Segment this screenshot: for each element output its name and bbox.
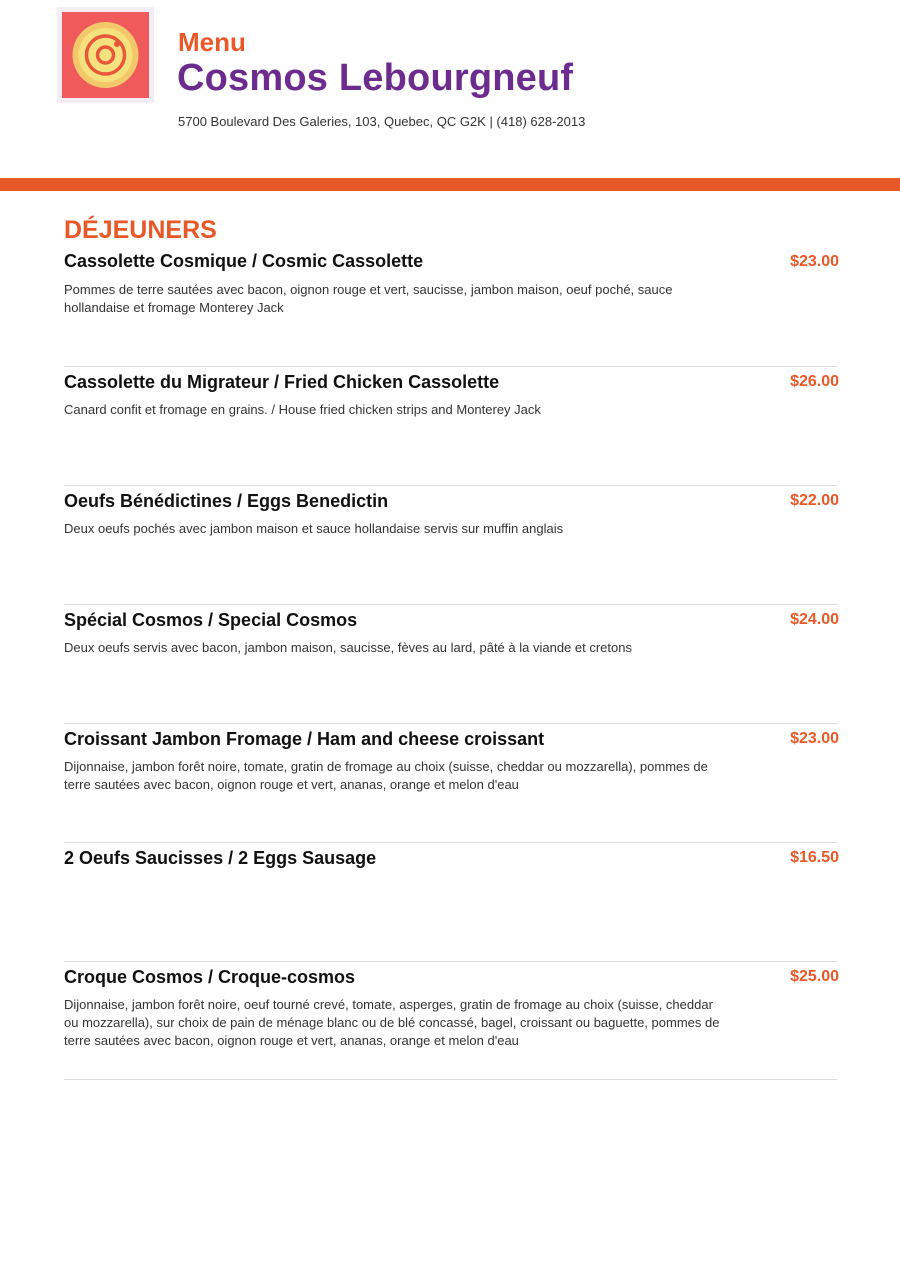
cosmos-logo-icon <box>62 12 149 98</box>
menu-item <box>64 961 837 1080</box>
menu-header <box>0 0 900 178</box>
menu-item-name: Croissant Jambon Fromage / Ham and cheese croissant <box>64 729 545 749</box>
menu-item-price: $22.00 <box>790 492 839 509</box>
menu-item-name: 2 Oeufs Saucisses / 2 Eggs Sausage <box>64 848 377 868</box>
menu-item-name: Croque Cosmos / Croque-cosmos <box>64 967 356 987</box>
menu-item <box>64 247 837 366</box>
menu-item-name: Oeufs Bénédictines / Eggs Benedictin <box>64 491 389 511</box>
menu-item-description: Deux oeufs pochés avec jambon maison et sauce hollandaise servis sur muffin anglais <box>64 521 564 536</box>
header-divider-bar <box>0 178 900 191</box>
restaurant-logo <box>57 7 154 103</box>
menu-item-description: Deux oeufs servis avec bacon, jambon maison, saucisse, fèves au lard, pâté à la viande et cretons <box>64 640 632 655</box>
menu-item-name: Cassolette du Migrateur / Fried Chicken Cassolette <box>64 372 500 392</box>
menu-item <box>64 366 837 485</box>
section-title: DÉJEUNERS <box>64 216 217 244</box>
menu-item <box>64 485 837 604</box>
menu-item <box>64 723 837 842</box>
menu-item-description: Dijonnaise, jambon forêt noire, tomate, gratin de fromage au choix (suisse, cheddar ou mozzarella), pommes de terre sautées avec bacon, oignon rouge et vert, ananas, orange et melon d'eau <box>64 759 708 792</box>
menu-item-price: $23.00 <box>790 253 839 270</box>
restaurant-name: Cosmos Lebourgneuf <box>177 57 574 99</box>
menu-item <box>64 604 837 723</box>
menu-item-description: Pommes de terre sautées avec bacon, oignon rouge et vert, saucisse, jambon maison, oeuf poché, sauce hollandaise et fromage Monterey Jack <box>64 282 673 315</box>
menu-item <box>64 842 837 961</box>
menu-item-description: Canard confit et fromage en grains. / House fried chicken strips and Monterey Jack <box>64 402 541 417</box>
menu-items-list <box>64 247 837 1080</box>
address-line: 5700 Boulevard Des Galeries, 103, Quebec, QC G2K | (418) 628-2013 <box>178 114 586 129</box>
menu-item-price: $24.00 <box>790 611 839 628</box>
menu-item-price: $16.50 <box>790 849 839 866</box>
menu-item-price: $26.00 <box>790 373 839 390</box>
menu-item-description: Dijonnaise, jambon forêt noire, oeuf tourné crevé, tomate, asperges, gratin de fromage au choix (suisse, cheddar ou mozzarella), sur choix de pain de ménage blanc ou de blé concassé, bagel, croissant ou baguette, pommes de terre sautées avec bacon, oignon rouge et vert, ananas, orange et melon d'eau <box>64 997 720 1048</box>
menu-label: Menu <box>178 27 246 57</box>
menu-item-name: Spécial Cosmos / Special Cosmos <box>64 610 358 630</box>
menu-item-price: $23.00 <box>790 730 839 747</box>
menu-item-price: $25.00 <box>790 968 839 985</box>
menu-item-name: Cassolette Cosmique / Cosmic Cassolette <box>64 251 424 271</box>
menu-section-dejeuners <box>64 213 837 1080</box>
